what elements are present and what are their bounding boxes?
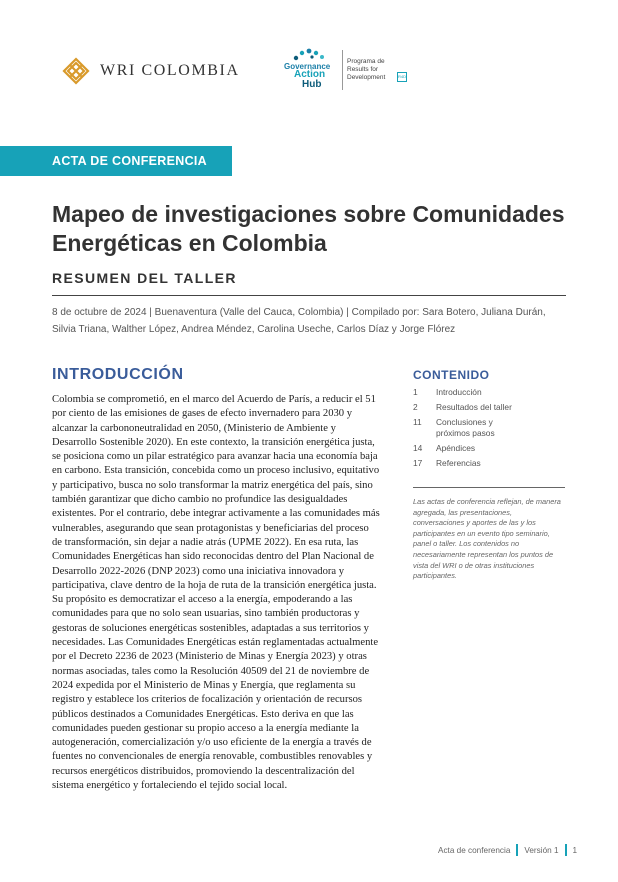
toc-page-number: 11: [413, 417, 422, 427]
toc-label: Referencias: [436, 458, 481, 468]
toc-page-number: 17: [413, 458, 423, 468]
r4d-icon: R4D: [397, 72, 407, 82]
toc-item[interactable]: [413, 458, 563, 469]
governance-action-hub-logo: [280, 48, 405, 92]
gah-line2: Action: [294, 69, 326, 80]
toc-page-number: 1: [413, 387, 418, 397]
footer-page-number: 1: [572, 845, 578, 855]
footer-doc-type: Acta de conferencia: [438, 845, 511, 855]
table-of-contents: [413, 387, 563, 473]
intro-heading: INTRODUCCIÓN: [52, 366, 184, 383]
toc-divider: [413, 487, 565, 488]
page-title: Mapeo de investigaciones sobre Comunidades Energéticas en Colombia: [52, 201, 565, 256]
toc-label: Apéndices: [436, 443, 476, 453]
gah-dots-icon: [290, 48, 330, 62]
document-meta: 8 de octubre de 2024 | Buenaventura (Valle del Cauca, Colombia) | Compilado por: Sara Botero, Juliana Durán, Silvia Triana, Walther López, Andrea Méndez, Carolina Useche, Carlos Díaz y Jorge Flórez: [52, 307, 546, 335]
gah-line3: Hub: [302, 79, 322, 90]
gah-logo-mark: [280, 48, 340, 92]
toc-item[interactable]: [413, 387, 563, 398]
wri-colombia-logo: [62, 57, 240, 85]
gah-line1: Governance: [284, 62, 331, 71]
document-type-banner: [0, 146, 232, 176]
page-footer: [438, 844, 577, 856]
logo-divider: [342, 50, 343, 90]
toc-label: Introducción: [436, 387, 482, 397]
intro-body: Colombia se comprometió, en el marco del Acuerdo de París, a reducir el 51 por ciento de las emisiones de gases de efecto invernadero para 2030 y alcanzar la carbononeutralidad en 2050, (Ministerio de Ambiente y Desarrollo Sostenible 2020). En este contexto, la transición energética justa, se posiciona como un pilar estratégico para avanzar hacia una economía baja en carbono. Esta transición, concebida como un proceso inclusivo, equitativo y participativo, busca no solo transformar la matriz energética del país, sino también garantizar que dicho cambio no profundice las desigualdades existentes. Por el contrario, debe integrar activamente a las comunidades más vulnerables, asegurando que sean protagonistas y beneficiarias del proceso de transformación, sin dejar a nadie atrás (UPME 2022). En esa ruta, las Comunidades Energéticas han sido reconocidas dentro del Plan Nacional de Desarrollo 2022-2026 (DNP 2023) como una iniciativa innovadora y participativa, clave dentro de la hoja de ruta de la transición energética justa. Su propósito es democratizar el acceso a la energía, empoderando a las comunidades para que no solo sean usuarias, sino también productoras y gestoras de soluciones energéticas sostenibles, adaptadas a sus territorios y necesidades. Las Comunidades Energéticas están reglamentadas actualmente por el Decreto 2236 de 2023 (Ministerio de Minas y Energía 2023) y otras normas asociadas, tales como la Resolución 40509 del 21 de noviembre de 2024 expedida por el Ministerio de Minas y Energía, que reglamenta su registro y establece los criterios de focalización y orientación de recursos públicos destinados a Comunidades Energéticas. Esto deriva en que las comunidades pueden gestionar su propio acceso a la energía mediante la autogeneración, comercialización y/o uso eficiente de la energía a través de fuentes no convencionales de energía renovable, combustibles renovables y recursos energéticos distribuidos, promoviendo la descentralización del sistema energético y fortaleciendo el tejido social local.: [52, 394, 380, 792]
footer-separator: [516, 844, 518, 856]
toc-label: Resultados del taller: [436, 402, 512, 412]
toc-page-number: 2: [413, 402, 418, 412]
title-divider: [52, 295, 566, 296]
footer-version: Versión 1: [524, 845, 559, 855]
toc-item[interactable]: [413, 443, 563, 454]
toc-page-number: 14: [413, 443, 423, 453]
disclaimer-note: Las actas de conferencia reflejan, de manera agregada, las presentaciones, conversaciones y aportes de las y los participantes en un evento tipo seminario, panel o taller. Los contenidos no necesariamente representan los puntos de vista del WRI o de otras instituciones participantes.: [413, 497, 561, 581]
footer-separator: [565, 844, 567, 856]
toc-item[interactable]: [413, 417, 563, 439]
wri-logo-text: WRI COLOMBIA: [100, 62, 240, 79]
page-subtitle: RESUMEN DEL TALLER: [52, 270, 237, 286]
wri-logo-icon: [62, 57, 90, 85]
program-text: [347, 58, 405, 82]
toc-heading: CONTENIDO: [413, 368, 490, 382]
banner-label: ACTA DE CONFERENCIA: [52, 154, 208, 168]
program-label: Programa de Results for Development: [347, 58, 386, 81]
toc-label: Conclusiones y próximos pasos: [436, 417, 495, 438]
toc-item[interactable]: [413, 402, 563, 413]
